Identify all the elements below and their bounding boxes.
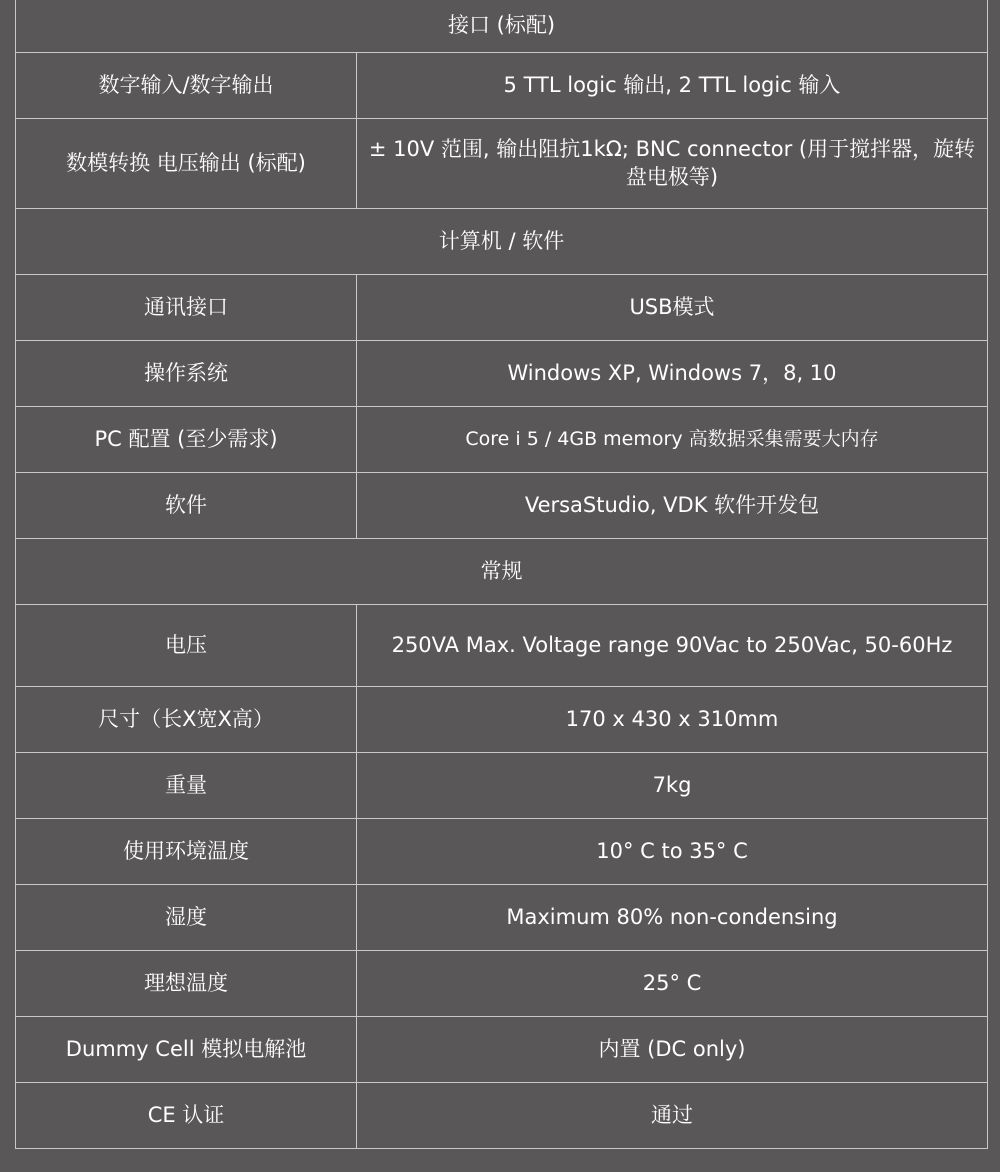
row-value: Core i 5 / 4GB memory 高数据采集需要大内存 (357, 407, 988, 473)
section-title-computer-software: 计算机 / 软件 (16, 209, 988, 275)
row-label: 尺寸（长X宽X高） (16, 687, 357, 753)
spec-table (15, 0, 988, 1149)
row-value: VersaStudio, VDK 软件开发包 (357, 473, 988, 539)
section-title-general: 常规 (16, 539, 988, 605)
row-value: 内置 (DC only) (357, 1017, 988, 1083)
row-label: PC 配置 (至少需求) (16, 407, 357, 473)
row-value: 25° C (357, 951, 988, 1017)
row-value: 通过 (357, 1083, 988, 1149)
row-label: 湿度 (16, 885, 357, 951)
row-value: USB模式 (357, 275, 988, 341)
row-value: Windows XP, Windows 7，8, 10 (357, 341, 988, 407)
table-row (16, 119, 988, 209)
table-row (16, 275, 988, 341)
table-row (16, 951, 988, 1017)
table-row (16, 605, 988, 687)
section-header-row (16, 209, 988, 275)
row-value: 5 TTL logic 输出, 2 TTL logic 输入 (357, 53, 988, 119)
section-title-interface: 接口 (标配) (16, 0, 988, 53)
row-label: 软件 (16, 473, 357, 539)
table-row (16, 687, 988, 753)
row-label: 数字输入/数字输出 (16, 53, 357, 119)
row-label: 理想温度 (16, 951, 357, 1017)
table-row (16, 753, 988, 819)
row-value: 170 x 430 x 310mm (357, 687, 988, 753)
row-label: Dummy Cell 模拟电解池 (16, 1017, 357, 1083)
table-row (16, 407, 988, 473)
table-row (16, 473, 988, 539)
table-row (16, 1017, 988, 1083)
table-row (16, 885, 988, 951)
row-label: CE 认证 (16, 1083, 357, 1149)
row-label: 使用环境温度 (16, 819, 357, 885)
row-value: ± 10V 范围, 输出阻抗1kΩ; BNC connector (用于搅拌器，旋转盘电极等) (357, 119, 988, 209)
section-header-row (16, 0, 988, 53)
row-label: 通讯接口 (16, 275, 357, 341)
row-value: Maximum 80% non-condensing (357, 885, 988, 951)
row-label: 操作系统 (16, 341, 357, 407)
row-value: 250VA Max. Voltage range 90Vac to 250Vac, 50-60Hz (357, 605, 988, 687)
table-row (16, 819, 988, 885)
row-label: 数模转换 电压输出 (标配) (16, 119, 357, 209)
table-row (16, 1083, 988, 1149)
section-header-row (16, 539, 988, 605)
row-value: 7kg (357, 753, 988, 819)
table-row (16, 341, 988, 407)
row-label: 电压 (16, 605, 357, 687)
row-value: 10° C to 35° C (357, 819, 988, 885)
table-row (16, 53, 988, 119)
row-label: 重量 (16, 753, 357, 819)
